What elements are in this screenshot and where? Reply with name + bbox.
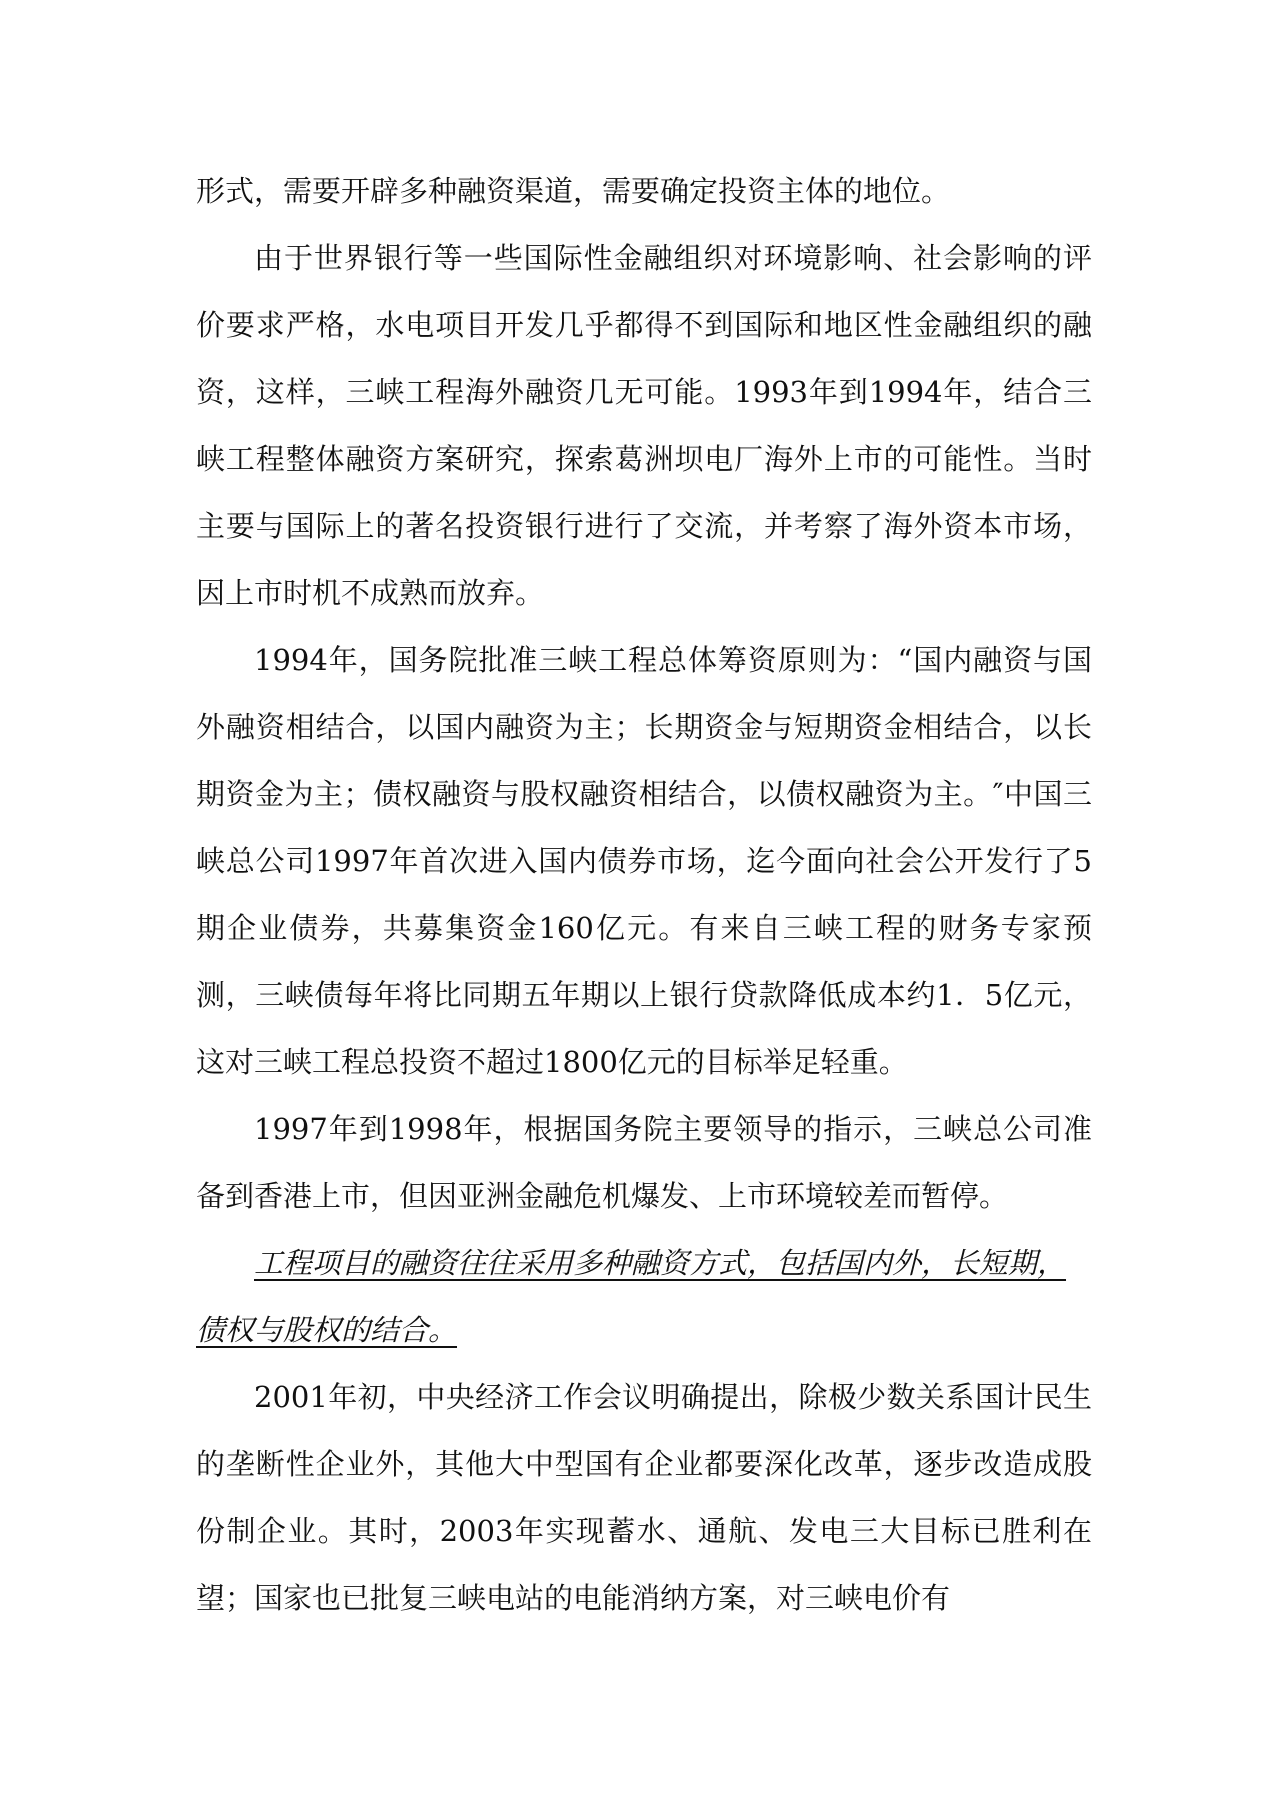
paragraph-hong-kong-listing: 1997年到1998年，根据国务院主要领导的指示，三峡总公司准备到香港上市，但因亚洲金融危机爆发、上市环境较差而暂停。	[196, 1112, 1092, 1213]
paragraph-continuation: 形式，需要开辟多种融资渠道，需要确定投资主体的地位。	[196, 174, 951, 208]
document-body	[196, 158, 1092, 1632]
paragraph-international-financing: 由于世界银行等一些国际性金融组织对环境影响、社会影响的评价要求严格，水电项目开发几乎都得不到国际和地区性金融组织的融资，这样，三峡工程海外融资几无可能。1993年到1994年，结合三峡工程整体融资方案研究，探索葛洲坝电厂海外上市的可能性。当时主要与国际上的著名投资银行进行了交流，并考察了海外资本市场，因上市时机不成熟而放弃。	[196, 241, 1092, 610]
paragraph-emphasis-note: 工程项目的融资往往采用多种融资方式，包括国内外，长短期，债权与股权的结合。	[196, 1246, 1067, 1347]
paragraph-financing-principles: 1994年，国务院批准三峡工程总体筹资原则为：“国内融资与国外融资相结合，以国内融资为主；长期资金与短期资金相结合，以长期资金为主；债权融资与股权融资相结合，以债权融资为主。″中国三峡总公司1997年首次进入国内债券市场，迄今面向社会公开发行了5期企业债券，共募集资金160亿元。有来自三峡工程的财务专家预测，三峡债每年将比同期五年期以上银行贷款降低成本约1．5亿元，这对三峡工程总投资不超过1800亿元的目标举足轻重。	[196, 643, 1092, 1079]
paragraph-2001-reform: 2001年初，中央经济工作会议明确提出，除极少数关系国计民生的垄断性企业外，其他大中型国有企业都要深化改革，逐步改造成股份制企业。其时，2003年实现蓄水、通航、发电三大目标已胜利在望；国家也已批复三峡电站的电能消纳方案，对三峡电价有	[196, 1380, 1092, 1615]
